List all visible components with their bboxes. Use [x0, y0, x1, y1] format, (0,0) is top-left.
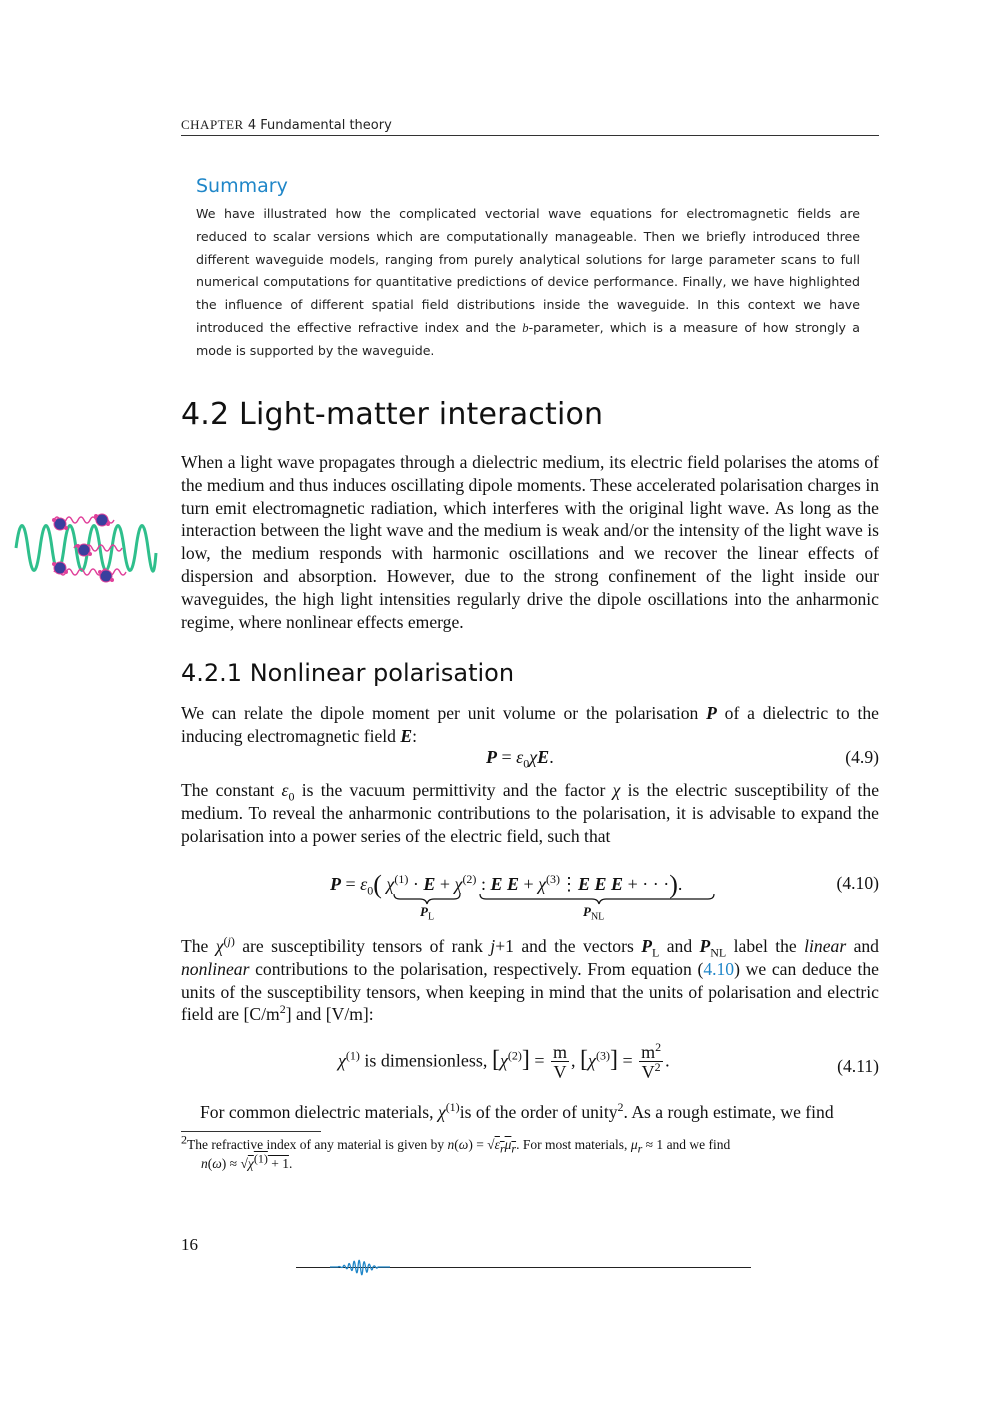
footnote-rule [181, 1131, 321, 1132]
wave-packet-icon [330, 1243, 390, 1295]
text-run: and [659, 936, 700, 956]
symbol-P: P [706, 703, 717, 723]
footnote: $^2$The refractive index of any material is given by $n(\omega) = √\varepsilon_r\mu_r$. For most materials, $\mu_r \approx 1$ and we find $n(\omega) \approx √\chi^{(1)} + 1$. [181, 1132, 731, 1171]
text-run: is the electric susceptibility of the medium. To reveal the anharmonic contributions to the polarisation, it is advisable to expand the polarisation into a power series of the electric field, such that [181, 780, 880, 846]
subsection-paragraph-1 [181, 702, 879, 748]
subsection-paragraph-2: The constant $\varepsilon_0$ is the vacuum permittivity and the factor χ is the electric susceptibility of the medium. To reveal the anharmonic contributions to the polarisation, it is advisable to expand the polarisation into a power series of the electric field, such that [181, 780, 880, 846]
text-run: The refractive index of any material is given by [187, 1137, 448, 1152]
footnote-mark: 2 [181, 1132, 187, 1147]
text-run: contributions to the polarisation, respectively. From equation ( [249, 958, 704, 979]
label-P-nonlinear: $P_{NL}$ [583, 904, 605, 923]
summary-title: Summary [196, 175, 288, 197]
summary-block [196, 175, 860, 363]
symbol-E: E [400, 725, 413, 746]
text-run: The [181, 936, 216, 956]
light-wave-dipole-icon [14, 508, 159, 588]
emphasis-linear: linear [804, 936, 847, 956]
summary-text [196, 203, 860, 363]
text-run: The constant [181, 780, 282, 800]
emphasis-nonlinear: nonlinear [181, 958, 250, 979]
equation-reference-link[interactable]: 4.10 [703, 958, 735, 979]
equation-4-11-text: is dimensionless, [359, 1050, 492, 1071]
unit-polarisation: [C/m [243, 1004, 280, 1025]
text-run: : [368, 1004, 374, 1025]
running-header [181, 117, 879, 136]
text-run: We can relate the dipole moment per unit volume or the polarisation [181, 703, 707, 723]
text-run: . For most materials, [516, 1137, 631, 1152]
equation-4-9-label: (4.9) [845, 747, 879, 767]
text-run: and the vectors [513, 936, 642, 956]
unit-field: [V/m] [325, 1004, 369, 1025]
subsection-paragraph-3: The $\chi^{(j)}$ are susceptibility tensors of rank j+1 and the vectors $P_L$ and $P_{NL}$ label the linear and nonlinear contributions to the polarisation, respectively. From equation (4.10) we can deduce the units of the susceptibility tensors, when keeping in mind that the units of polarisation and electric field are $[C/m^2]$ and [V/m]: [181, 934, 879, 1025]
b-parameter-symbol: b [522, 320, 529, 335]
chapter-word: CHAPTER [181, 117, 244, 132]
text-run: is of the order of unity [459, 1102, 618, 1122]
page-number: 16 [181, 1235, 198, 1254]
section-title: 4.2 Light-matter interaction [181, 397, 604, 432]
label-P-linear: $P_L$ [420, 904, 435, 923]
text-run: and [291, 1004, 326, 1025]
subsection-paragraph-4: For common dielectric materials, $\chi^{(1)}is$ of the order of unity$^2$. As a rough estimate, we find [200, 1100, 834, 1122]
text-run: of a dielectric to the inducing electromagnetic field [181, 703, 879, 746]
text-run: For common dielectric materials, [200, 1102, 438, 1122]
text-run: : [412, 725, 417, 746]
text-run: ) we can deduce the units of the susceptibility tensors, when keeping in mind that the units of polarisation and electric field are [181, 958, 879, 1025]
subsection-title: 4.2.1 Nonlinear polarisation [181, 659, 515, 687]
summary-text-part: We have illustrated how the complicated vectorial wave equations for electromagnetic fields are reduced to scalar versions which are computationally manageable. Then we briefly introduced three different waveguide models, ranging from purely analytical solutions for large parameter scans to full numerical computations for quantitative predictions of device performance. Finally, we have highlighted the influence of different spatial field distributions inside the waveguide. In this context we have introduced the effective refractive index and the [196, 206, 860, 335]
equation-4-11: $\chi^{(1)}$ is dimensionless, $[\chi^{(2)}]$ = $\frac{m}{V}$ , $[\chi^{(3)}]$ = $\frac{m^2}{V^2}$ . [338, 1040, 670, 1082]
symbol-chi: χ [612, 780, 621, 800]
equation-4-10: $P = \varepsilon_0$( $\chi^{(1)} \cdot E + \chi^{(2)}$ : E $E + \chi^{(3)}⋮E$ E E + · · ·). [330, 870, 683, 899]
symbol-epsilon: ε [281, 780, 289, 800]
text-run: and [846, 936, 879, 956]
equation-4-11-label: (4.11) [837, 1056, 879, 1076]
summary-text-part: -parameter, which is a measure of how strongly a mode is supported by the waveguide. [196, 319, 860, 358]
text-run: and we find [663, 1137, 731, 1152]
text-run: are susceptibility tensors of rank [234, 936, 491, 956]
underbrace-marks [392, 892, 722, 906]
chapter-title: 4 Fundamental theory [247, 118, 392, 133]
text-run: . As a rough estimate, we find [623, 1102, 834, 1122]
equation-4-9: $P = \varepsilon_0\chi E$. [486, 747, 554, 771]
section-paragraph: When a light wave propagates through a dielectric medium, its electric field polarises the atoms of the medium and thus induces oscillating dipole moments. These accelerated polarisation charges in turn emit electromagnetic radiation, which interferes with the original light wave. As long as the interaction between the light wave and the medium is weak and/or the intensity of the light wave is low, the medium responds with harmonic oscillations and we recover the linear effects of dispersion and absorption. However, due to the strong confinement of the light inside our waveguides, the high light intensities regularly drive the dipole oscillations into the anharmonic regime, where nonlinear effects emerge. [181, 452, 879, 632]
text-run: is the vacuum permittivity and the factor [294, 780, 613, 800]
equation-4-10-label: (4.10) [836, 873, 879, 893]
text-run: label the [726, 936, 805, 956]
